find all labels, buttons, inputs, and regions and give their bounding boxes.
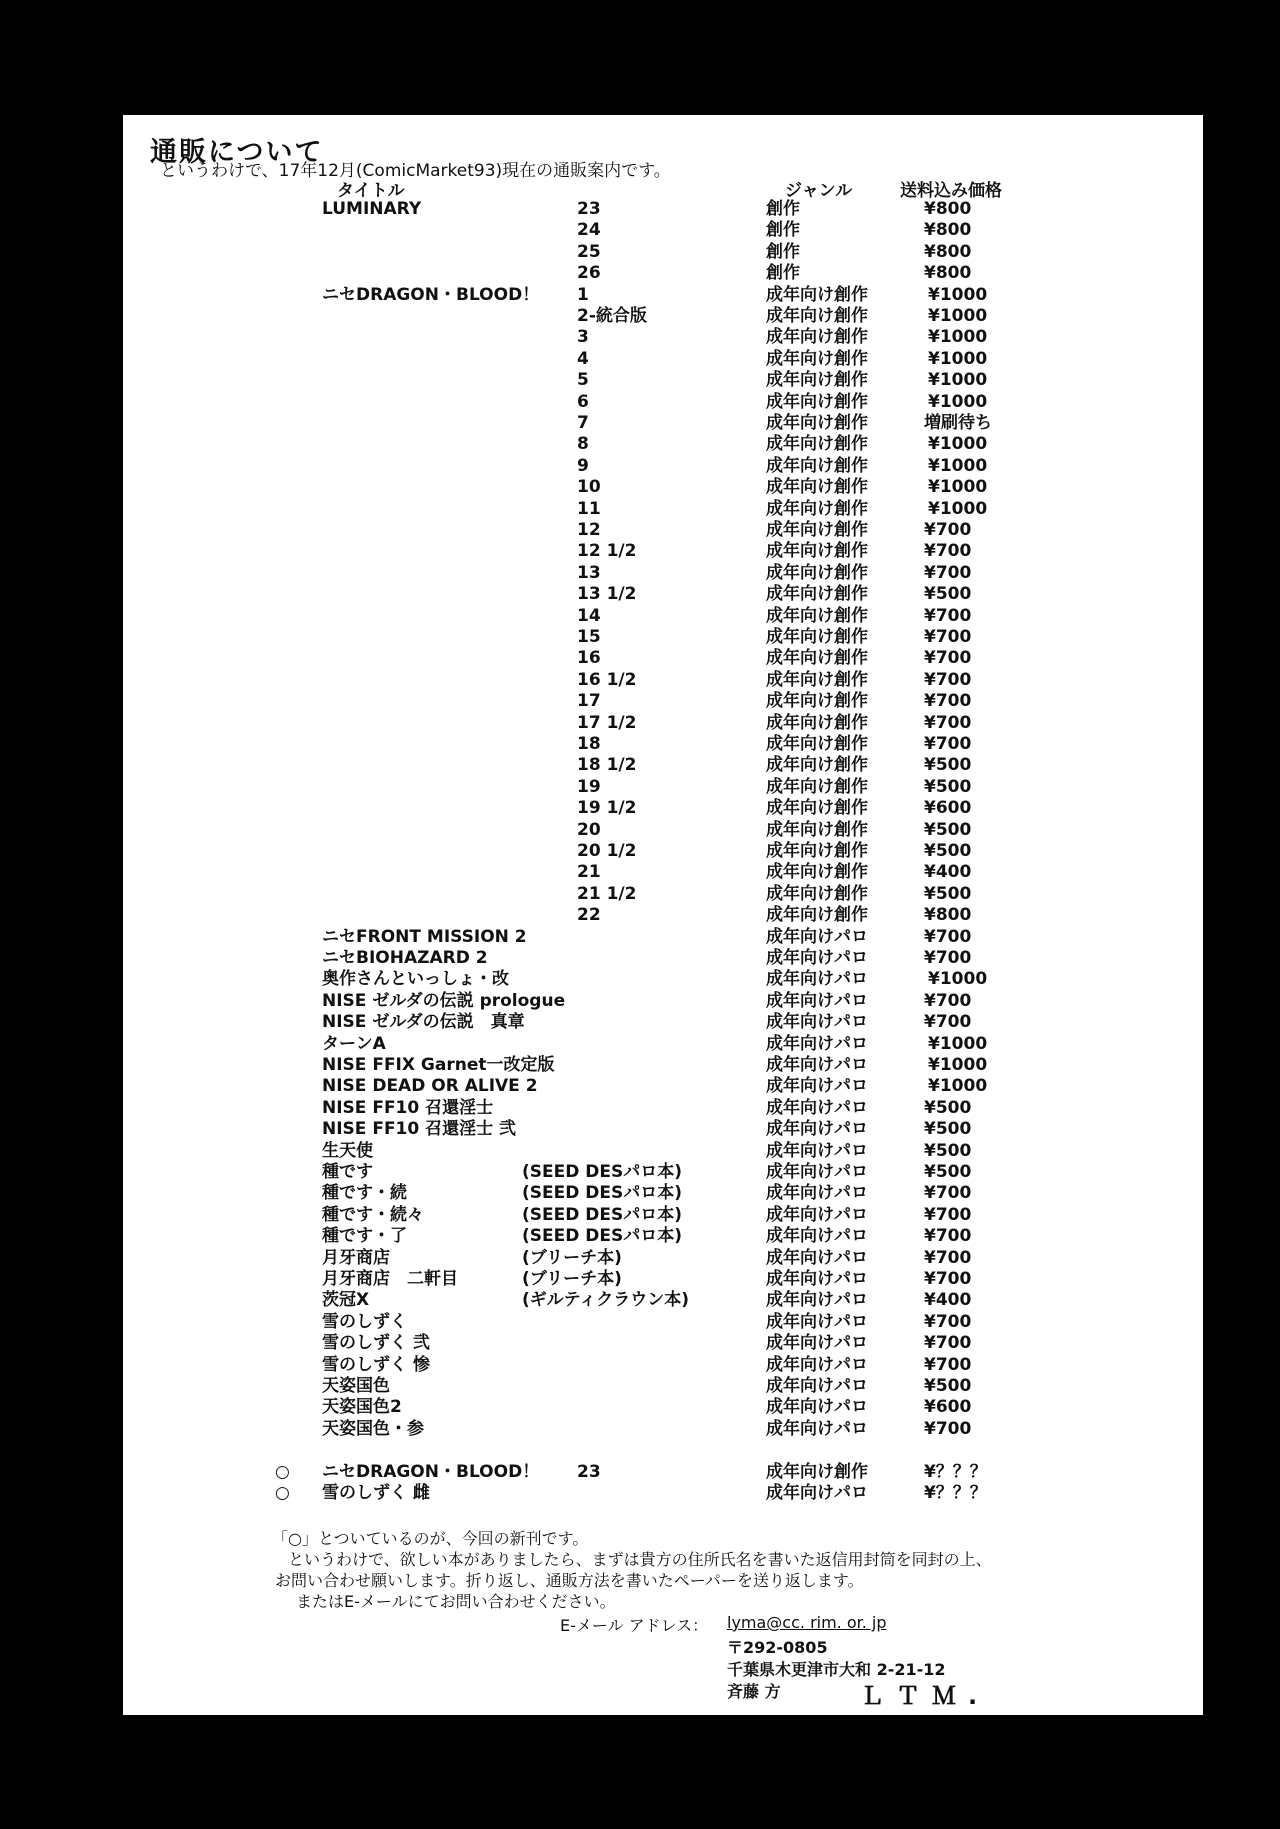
- item-title: 天姿国色・参: [322, 1418, 424, 1439]
- item-row: [0, 1055, 1280, 1076]
- item-genre: 成年向けパロ: [766, 1376, 868, 1396]
- item-genre: 成年向けパロ: [766, 1055, 868, 1075]
- item-volume: 25: [577, 241, 601, 262]
- item-price: ¥500: [924, 1162, 972, 1182]
- item-price: ¥800: [924, 905, 972, 926]
- item-title: 雪のしずく 弐: [322, 1333, 430, 1354]
- header-genre: ジャンル: [785, 181, 853, 201]
- item-volume: 17 1/2: [577, 712, 637, 733]
- item-genre: 成年向けパロ: [766, 1226, 868, 1247]
- item-price: ¥1000: [928, 477, 988, 498]
- item-price: ¥800: [924, 241, 972, 262]
- note-line-1: 「○」とついているのが、今回の新刊です。: [272, 1529, 589, 1548]
- item-price: ¥700: [924, 691, 972, 712]
- item-genre: 成年向け創作: [766, 691, 868, 712]
- item-volume: 3: [577, 327, 589, 348]
- item-title: 種です・了: [322, 1226, 407, 1247]
- item-row: [0, 306, 1280, 327]
- item-volume: 19 1/2: [577, 798, 637, 819]
- item-price: ¥500: [924, 883, 972, 904]
- item-row: [0, 1076, 1280, 1097]
- item-price: ¥500: [924, 755, 972, 776]
- item-row: [0, 499, 1280, 520]
- item-volume: 21 1/2: [577, 883, 637, 904]
- item-title: 奥作さんといっしょ・改: [322, 969, 509, 990]
- item-genre: 成年向けパロ: [766, 1012, 868, 1033]
- item-row: [0, 520, 1280, 541]
- item-title: ニセDRAGON・BLOOD！: [322, 284, 540, 305]
- item-row: [0, 627, 1280, 648]
- item-title: 月牙商店 二軒目: [322, 1269, 458, 1289]
- item-title: 雪のしずく 惨: [322, 1354, 430, 1375]
- item-genre: 創作: [766, 263, 800, 284]
- item-volume: 4: [577, 348, 589, 369]
- item-genre: 創作: [766, 241, 800, 262]
- item-genre: 成年向け創作: [766, 841, 868, 861]
- item-volume: 18 1/2: [577, 755, 637, 776]
- item-title: 生天使: [322, 1140, 373, 1161]
- item-title: NISE FFIX Garnet一改定版: [322, 1055, 555, 1075]
- item-title: NISE ゼルダの伝説 prologue: [322, 990, 566, 1011]
- item-row: [0, 199, 1280, 220]
- item-row: [0, 541, 1280, 562]
- item-genre: 成年向け創作: [766, 434, 868, 455]
- page-title: 通販について: [150, 137, 324, 168]
- item-genre: 成年向けパロ: [766, 1119, 868, 1140]
- item-genre: 成年向けパロ: [766, 1290, 868, 1311]
- item-price: ¥1000: [928, 1076, 988, 1097]
- item-price: ¥400: [924, 862, 972, 883]
- item-volume: 17: [577, 691, 601, 712]
- item-genre: 成年向け創作: [766, 798, 868, 819]
- item-volume: (SEED DESパロ本): [522, 1162, 683, 1182]
- item-row: [0, 969, 1280, 990]
- item-row: [0, 1098, 1280, 1119]
- note-line-4: またはE-メールにてお問い合わせください。: [280, 1592, 616, 1611]
- item-genre: 成年向けパロ: [766, 1162, 868, 1182]
- item-row: [0, 1205, 1280, 1226]
- item-genre: 成年向け創作: [766, 455, 868, 476]
- new-mark: ○: [275, 1483, 290, 1504]
- item-genre: 成年向け創作: [766, 1462, 868, 1482]
- item-genre: 成年向け創作: [766, 327, 868, 348]
- item-price: 増刷待ち: [924, 413, 992, 433]
- item-genre: 成年向け創作: [766, 498, 868, 519]
- item-genre: 成年向け創作: [766, 862, 868, 883]
- item-volume: 21: [577, 862, 601, 883]
- item-volume: 16 1/2: [577, 669, 637, 690]
- item-row: [0, 563, 1280, 584]
- item-volume: 20: [577, 819, 601, 840]
- item-price: ¥500: [924, 1119, 972, 1140]
- item-price: ¥500: [924, 584, 972, 605]
- postal-code: 〒292-0805: [727, 1638, 828, 1657]
- item-row: [0, 862, 1280, 883]
- item-row: [0, 285, 1280, 306]
- item-genre: 成年向け創作: [766, 541, 868, 562]
- item-genre: 成年向け創作: [766, 819, 868, 840]
- item-volume: 1: [577, 284, 589, 305]
- item-genre: 成年向け創作: [766, 755, 868, 776]
- email-label: E-メール アドレス：: [560, 1616, 709, 1635]
- item-row: [0, 755, 1280, 776]
- item-title: NISE DEAD OR ALIVE 2: [322, 1076, 538, 1097]
- item-volume: (SEED DESパロ本): [522, 1226, 683, 1247]
- item-price: ¥500: [924, 1140, 972, 1161]
- item-row: [0, 220, 1280, 241]
- item-row: [0, 713, 1280, 734]
- item-price: ¥700: [924, 1183, 972, 1204]
- header-price: 送料込み価格: [900, 181, 1002, 201]
- item-genre: 成年向け創作: [766, 712, 868, 733]
- item-genre: 成年向け創作: [766, 562, 868, 583]
- item-row: [0, 263, 1280, 284]
- item-title: NISE ゼルダの伝説 真章: [322, 1012, 525, 1033]
- item-title: ニセBIOHAZARD 2: [322, 948, 488, 968]
- item-row: [0, 434, 1280, 455]
- item-row: [0, 905, 1280, 926]
- item-genre: 成年向け創作: [766, 348, 868, 369]
- item-genre: 創作: [766, 220, 800, 241]
- email-address[interactable]: lyma@cc. rim. or. jp: [727, 1613, 887, 1632]
- new-item-row: [0, 1462, 1280, 1483]
- note-line-2: というわけで、欲しい本がありましたら、まずは貴方の住所氏名を書いた返信用封筒を同封の上、: [272, 1550, 992, 1569]
- item-price: ¥500: [924, 819, 972, 840]
- item-title: 天姿国色2: [322, 1397, 402, 1418]
- item-price: ¥400: [924, 1290, 972, 1311]
- item-volume: 23: [577, 1462, 601, 1482]
- item-volume: 24: [577, 220, 601, 241]
- item-row: [0, 1269, 1280, 1290]
- item-price: ¥700: [924, 948, 972, 968]
- item-row: [0, 820, 1280, 841]
- item-row: [0, 991, 1280, 1012]
- recipient-name: 斉藤 方: [727, 1682, 781, 1701]
- item-volume: 20 1/2: [577, 841, 637, 861]
- item-title: ニセDRAGON・BLOOD！: [322, 1462, 540, 1482]
- item-price: ¥？？？: [924, 1483, 987, 1504]
- item-volume: 26: [577, 263, 601, 284]
- item-volume: 23: [577, 199, 601, 219]
- item-price: ¥1000: [928, 284, 988, 305]
- item-price: ¥700: [924, 1269, 972, 1289]
- new-item-row: [0, 1483, 1280, 1504]
- item-row: [0, 413, 1280, 434]
- item-genre: 成年向けパロ: [766, 926, 868, 947]
- item-price: ¥700: [924, 734, 972, 754]
- item-volume: 16: [577, 648, 601, 669]
- item-price: ¥700: [924, 1333, 972, 1354]
- item-row: [0, 648, 1280, 669]
- item-row: [0, 1376, 1280, 1397]
- item-title: ターンA: [322, 1033, 386, 1054]
- item-row: [0, 349, 1280, 370]
- item-price: ¥700: [924, 562, 972, 583]
- item-genre: 成年向け創作: [766, 605, 868, 626]
- item-genre: 成年向け創作: [766, 648, 868, 669]
- item-genre: 成年向け創作: [766, 905, 868, 926]
- item-volume: 15: [577, 627, 601, 647]
- item-genre: 成年向けパロ: [766, 1333, 868, 1354]
- item-row: [0, 1248, 1280, 1269]
- item-row: [0, 242, 1280, 263]
- item-row: [0, 948, 1280, 969]
- item-title: 天姿国色: [322, 1376, 390, 1396]
- item-volume: (ブリーチ本): [522, 1247, 622, 1268]
- item-price: ¥1000: [928, 1033, 988, 1054]
- item-volume: 9: [577, 455, 589, 476]
- item-title: 種です・続々: [322, 1204, 424, 1225]
- mailing-address: 千葉県木更津市大和 2-21-12: [727, 1660, 946, 1679]
- item-row: [0, 1012, 1280, 1033]
- item-price: ¥500: [924, 1097, 972, 1118]
- item-volume: 12: [577, 520, 601, 540]
- item-genre: 成年向けパロ: [766, 1397, 868, 1418]
- item-genre: 成年向け創作: [766, 669, 868, 690]
- page-subtitle: というわけで、17年12月(ComicMarket93)現在の通販案内です。: [160, 161, 671, 181]
- item-price: ¥700: [924, 1226, 972, 1247]
- item-volume: 13: [577, 562, 601, 583]
- item-price: ¥500: [924, 841, 972, 861]
- item-volume: 11: [577, 498, 601, 519]
- circle-name: ＬＴＭ.: [860, 1682, 990, 1710]
- item-title: 雪のしずく 雌: [322, 1483, 430, 1504]
- item-row: [0, 370, 1280, 391]
- item-row: [0, 1419, 1280, 1440]
- item-price: ¥700: [924, 605, 972, 626]
- item-genre: 成年向け創作: [766, 883, 868, 904]
- item-row: [0, 798, 1280, 819]
- item-title: 種です: [322, 1162, 373, 1182]
- item-genre: 成年向けパロ: [766, 1354, 868, 1375]
- item-volume: 5: [577, 370, 589, 391]
- item-genre: 成年向けパロ: [766, 948, 868, 968]
- item-row: [0, 777, 1280, 798]
- item-price: ¥500: [924, 776, 972, 797]
- item-volume: (ギルティクラウン本): [522, 1290, 690, 1311]
- item-genre: 成年向けパロ: [766, 969, 868, 990]
- item-title: NISE FF10 召還淫士: [322, 1097, 494, 1118]
- item-volume: 7: [577, 413, 589, 433]
- item-genre: 成年向け創作: [766, 413, 868, 433]
- item-row: [0, 1119, 1280, 1140]
- item-volume: 13 1/2: [577, 584, 637, 605]
- item-genre: 成年向け創作: [766, 776, 868, 797]
- item-volume: 19: [577, 776, 601, 797]
- item-genre: 成年向け創作: [766, 520, 868, 540]
- item-row: [0, 1141, 1280, 1162]
- item-title: ニセFRONT MISSION 2: [322, 926, 527, 947]
- item-title: 茨冠X: [322, 1290, 370, 1311]
- item-genre: 成年向けパロ: [766, 1269, 868, 1289]
- item-price: ¥700: [924, 1204, 972, 1225]
- item-price: ¥700: [924, 541, 972, 562]
- item-row: [0, 884, 1280, 905]
- item-price: ¥800: [924, 263, 972, 284]
- item-volume: (SEED DESパロ本): [522, 1183, 683, 1204]
- item-price: ¥700: [924, 990, 972, 1011]
- item-genre: 成年向け創作: [766, 584, 868, 605]
- item-genre: 成年向け創作: [766, 370, 868, 391]
- item-price: ¥500: [924, 1376, 972, 1396]
- item-genre: 成年向けパロ: [766, 1204, 868, 1225]
- item-price: ¥700: [924, 520, 972, 540]
- item-volume: (ブリーチ本): [522, 1269, 622, 1289]
- item-price: ¥1000: [928, 327, 988, 348]
- item-genre: 成年向けパロ: [766, 1033, 868, 1054]
- header-title: タイトル: [337, 181, 405, 201]
- item-row: [0, 1162, 1280, 1183]
- item-genre: 成年向けパロ: [766, 1140, 868, 1161]
- item-genre: 成年向け創作: [766, 284, 868, 305]
- item-title: 種です・続: [322, 1183, 407, 1204]
- item-price: ¥700: [924, 1247, 972, 1268]
- item-genre: 成年向け創作: [766, 734, 868, 754]
- item-price: ¥？？？: [924, 1462, 987, 1482]
- item-volume: 18: [577, 734, 601, 754]
- item-price: ¥700: [924, 1354, 972, 1375]
- item-row: [0, 691, 1280, 712]
- item-volume: (SEED DESパロ本): [522, 1204, 683, 1225]
- item-price: ¥1000: [928, 391, 988, 412]
- item-price: ¥700: [924, 1311, 972, 1332]
- item-price: ¥1000: [928, 434, 988, 455]
- item-row: [0, 456, 1280, 477]
- item-genre: 成年向けパロ: [766, 1483, 868, 1504]
- item-row: [0, 1290, 1280, 1311]
- item-volume: 12 1/2: [577, 541, 637, 562]
- item-price: ¥1000: [928, 348, 988, 369]
- item-title: NISE FF10 召還淫士 弐: [322, 1119, 517, 1140]
- item-price: ¥700: [924, 1418, 972, 1439]
- item-price: ¥1000: [928, 370, 988, 391]
- item-row: [0, 477, 1280, 498]
- item-genre: 成年向けパロ: [766, 1247, 868, 1268]
- item-price: ¥800: [924, 199, 972, 219]
- item-price: ¥700: [924, 627, 972, 647]
- item-volume: 8: [577, 434, 589, 455]
- item-row: [0, 1034, 1280, 1055]
- item-price: ¥700: [924, 669, 972, 690]
- item-row: [0, 1333, 1280, 1354]
- item-row: [0, 841, 1280, 862]
- item-genre: 成年向け創作: [766, 391, 868, 412]
- item-genre: 成年向けパロ: [766, 1183, 868, 1204]
- item-genre: 成年向けパロ: [766, 1076, 868, 1097]
- item-price: ¥600: [924, 798, 972, 819]
- item-title: LUMINARY: [322, 199, 422, 219]
- item-row: [0, 927, 1280, 948]
- item-volume: 10: [577, 477, 601, 498]
- item-row: [0, 392, 1280, 413]
- item-genre: 成年向け創作: [766, 627, 868, 647]
- note-line-3: お問い合わせ願いします。折り返し、通販方法を書いたペーパーを送り返します。: [275, 1571, 864, 1590]
- item-price: ¥700: [924, 648, 972, 669]
- item-row: [0, 1312, 1280, 1333]
- item-row: [0, 1183, 1280, 1204]
- item-row: [0, 584, 1280, 605]
- item-title: 月牙商店: [322, 1247, 390, 1268]
- item-volume: 14: [577, 605, 601, 626]
- item-price: ¥1000: [928, 455, 988, 476]
- item-row: [0, 606, 1280, 627]
- item-price: ¥1000: [928, 969, 988, 990]
- item-genre: 成年向け創作: [766, 306, 868, 326]
- item-genre: 成年向けパロ: [766, 1418, 868, 1439]
- new-mark: ○: [275, 1462, 290, 1482]
- item-row: [0, 1226, 1280, 1247]
- item-genre: 成年向けパロ: [766, 1311, 868, 1332]
- item-volume: 22: [577, 905, 601, 926]
- item-volume: 6: [577, 391, 589, 412]
- item-price: ¥1000: [928, 306, 988, 326]
- item-genre: 成年向けパロ: [766, 990, 868, 1011]
- item-price: ¥1000: [928, 1055, 988, 1075]
- item-row: [0, 1397, 1280, 1418]
- item-row: [0, 327, 1280, 348]
- item-genre: 創作: [766, 199, 800, 219]
- item-row: [0, 1355, 1280, 1376]
- item-genre: 成年向け創作: [766, 477, 868, 498]
- item-row: [0, 734, 1280, 755]
- item-price: ¥700: [924, 926, 972, 947]
- item-title: 雪のしずく: [322, 1311, 407, 1332]
- item-genre: 成年向けパロ: [766, 1097, 868, 1118]
- item-price: ¥1000: [928, 498, 988, 519]
- item-price: ¥600: [924, 1397, 972, 1418]
- item-volume: 2-統合版: [577, 306, 647, 326]
- item-row: [0, 670, 1280, 691]
- item-price: ¥700: [924, 1012, 972, 1033]
- item-price: ¥700: [924, 712, 972, 733]
- item-price: ¥800: [924, 220, 972, 241]
